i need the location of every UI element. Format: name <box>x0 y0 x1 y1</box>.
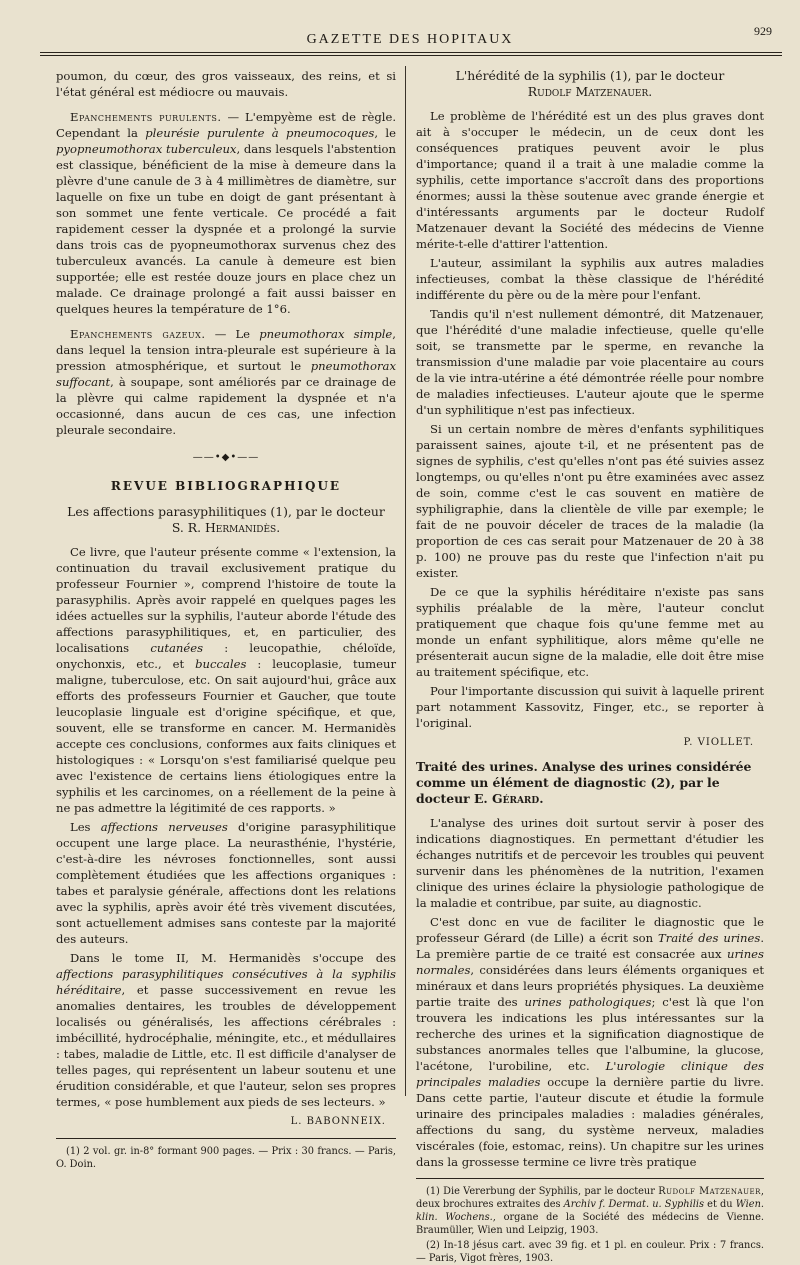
footnotes-left <box>56 1138 396 1171</box>
intro-paragraph: poumon, du cœur, des gros vaisseaux, des reins, et si l'état général est médiocre ou mauvais. <box>56 69 396 99</box>
left-column <box>56 68 397 1170</box>
gaseous-effusions-paragraph: Epanchements gazeux. — Le pneumothorax simple, dans lequel la tension intra-pleurale est supérieure à la pression atmosphérique, et surtout le pneumothorax suffocant, à soupape, sont améliorés par ce drainage de la plèvre qui calme rapidement la dyspnée et n'a occasionné, dans aucun de ces cas, une infection pleurale secondaire. <box>56 327 396 437</box>
section-title: REVUE BIBLIOGRAPHIQUE <box>110 479 342 493</box>
article-author: Rudolf Matzenauer. <box>527 84 653 99</box>
article-title-heredite: L'hérédité de la syphilis (1), par le docteur Rudolf Matzenauer. <box>455 68 725 99</box>
header-rule-top <box>40 52 782 53</box>
article-paragraph: Ce livre, que l'auteur présente comme « l'extension, la continuation du travail exclusivement pratique du professeur Fournier », comprend l'histoire de toute la parasyphilis. Après avoir rappelé en quelques pages les idées actuelles sur la syphilis, l'auteur aborde l'étude des affections parasyphilitiques, et, en particulier, des localisations cutanées : leucopathie, chéloïde, onychonxis, etc., et buccales : leucoplasie, tumeur maligne, tuberculose, etc. On sait aujourd'hui, grâce aux efforts des professeurs Fournier et Gaucher, que toute leucoplasie linguale est d'origine spécifique, et que, souvent, elle se transforme en cancer. M. Hermanidès accepte ces conclusions, conformes aux faits cliniques et histologiques : « Lorsqu'on s'est familiarisé quelque peu avec l'existence de certains liens étiologiques entre la syphilis et les carcinomes, on a réellement de la peine à ne pas admettre la légitimité de ces rapports. » <box>56 545 396 815</box>
article-title-parasyphilitiques: Les affections parasyphilitiques (1), par le docteur S. R. Hermanidès. <box>67 504 385 535</box>
footnote: (1) 2 vol. gr. in-8° formant 900 pages. — Prix : 30 francs. — Paris, O. Doin. <box>56 1146 396 1170</box>
article-paragraph: Tandis qu'il n'est nullement démontré, dit Matzenauer, que l'hérédité d'une maladie infectieuse, quelle qu'elle soit, se transmette par le sperme, en revanche la transmission d'une maladie par voie placentaire au cours de la vie intra-utérine a été démontrée réelle pour nombre de maladies infectieuses. L'auteur ajoute que le sperme d'un syphilitique n'est pas infectieux. <box>416 307 764 417</box>
article-signature: L. BABONNEIX. <box>290 1116 386 1127</box>
page-header <box>40 24 780 50</box>
article-author: E. Gérard. <box>473 791 544 806</box>
page-number: 929 <box>754 24 772 38</box>
article-paragraph: De ce que la syphilis héréditaire n'existe pas sans syphilis préalable de la mère, l'auteur conclut pratiquement que chaque fois qu'une femme met au monde un enfant syphilitique, alors même qu'elle ne présenterait aucun signe de la maladie, elle doit être mise au traitement spécifique, etc. <box>416 585 764 679</box>
article-author: S. R. Hermanidès. <box>171 520 281 535</box>
article-paragraph: L'analyse des urines doit surtout servir à poser des indications diagnostiques. En permettant d'étudier les échanges nutritifs et de percevoir les troubles qui peuvent survenir dans les phénomènes de la nutrition, l'examen clinique des urines éclaire la physiologie pathologique de la maladie et contribue, par suite, au diagnostic. <box>416 816 764 910</box>
article-signature: P. VIOLLET. <box>683 737 754 748</box>
footnote: (2) In-18 jésus cart. avec 39 fig. et 1 pl. en couleur. Prix : 7 francs. — Paris, Vigot frères, 1903. <box>416 1240 764 1264</box>
article-paragraph: Si un certain nombre de mères d'enfants syphilitiques paraissent saines, ajoute t-il, et ne présentent pas de signes de syphilis, c'est qu'elles n'ont pas été suivies assez longtemps, ou qu'elles n'ont pu être examinées avec assez de soin, comme c'est le cas souvent en matière de syphiligraphie, dans la clientèle de ville par exemple; le fait de ne pouvoir déceler de traces de la maladie (la proportion de ces cas serait pour Matzenauer de 20 à 38 p. 100) ne prouve pas du reste que l'infection n'ait pu exister. <box>416 422 764 580</box>
article-paragraph: Le problème de l'hérédité est un des plus graves dont ait à s'occuper le médecin, un de ceux dont les conséquences pratiques peuvent avoir le plus d'importance; quand il a trait à une maladie comme la syphilis, cette importance s'accroît dans des proportions énormes; aussi la thèse soutenue avec grande énergie et d'intéressants arguments par le docteur Rudolf Matzenauer devant la Société des médecins de Vienne mérite-t-elle d'attirer l'attention. <box>416 109 764 251</box>
purulent-effusions-paragraph: Epanchements purulents. — L'empyème est de règle. Cependant la pleurésie purulente à pneumocoques, le pyopneumothorax tuberculeux, dans lesquels l'abstention est classique, bénéficient de la mise à demeure dans la plèvre d'une canule de 3 à 4 millimètres de diamètre, sur laquelle on fixe un tube en doigt de gant présentant à son sommet une fente verticale. Ce procédé a fait rapidement cesser la dyspnée et a prolongé la survie dans trois cas de pyopneumothorax survenus chez des tuberculeux avancés. La canule à demeure est bien supportée; elle est restée douze jours en place chez un malade. Ce drainage prolongé a fait aussi baisser en quelques heures la température de 1°6. <box>56 110 397 316</box>
article-paragraph: C'est donc en vue de faciliter le diagnostic que le professeur Gérard (de Lille) a écrit son Traité des urines. La première partie de ce traité est consacrée aux urines normales, considérées dans leurs éléments organiques et minéraux et dans leurs propriétés physiques. La deuxième partie traite des urines pathologiques; c'est là que l'on trouvera les indications les plus intéressantes sur la recherche des urines et la signification diagnostique de substances anormales telles que l'albumine, la glucose, l'acétone, l'urobiline, etc. L'urologie clinique des principales maladies occupe la dernière partie du livre. Dans cette partie, l'auteur discute et étudie la formule urinaire des principales maladies : maladies générales, affections du sang, du système nerveux, maladies viscérales (foie, estomac, reins). Un chapitre sur les urines dans la grossesse termine ce livre très pratique <box>416 915 765 1169</box>
gaseous-effusions-lead: Epanchements gazeux. <box>70 327 206 341</box>
journal-title: GAZETTE DES HOPITAUX <box>306 32 514 47</box>
article-paragraph: L'auteur, assimilant la syphilis aux autres maladies infectieuses, combat la thèse classique de l'hérédité indifférente du père ou de la mère pour l'enfant. <box>416 256 764 302</box>
header-rule-bottom <box>40 55 782 56</box>
footnotes-right <box>416 1178 764 1265</box>
right-column <box>416 68 765 1264</box>
section-ornament: ——•◆•—— <box>192 452 260 463</box>
purulent-effusions-lead: Epanchements purulents. <box>70 110 222 124</box>
article-paragraph: Dans le tome II, M. Hermanidès s'occupe des affections parasyphilitiques consécutives à la syphilis héréditaire, et passe successivement en revue les anomalies dentaires, les troubles de développement localisés ou généralisés, les affections cérébrales : imbécillité, hydrocéphalie, méningite, etc., et médullaires : tabes, maladie de Little, etc. Il est difficile d'analyser de telles pages, qui représentent un labeur soutenu et une érudition considérable, et que l'auteur, selon ses propres termes, « pose humblement aux pieds de ses lecteurs. » <box>56 951 396 1109</box>
column-divider <box>405 66 406 1096</box>
article-paragraph: Pour l'importante discussion qui suivit à laquelle prirent part notamment Kassovitz, Finger, etc., se reporter à l'original. <box>416 684 764 730</box>
article-title-urines: Traité des urines. Analyse des urines considérée comme un élément de diagnostic (2), par le docteur E. Gérard. <box>416 759 752 806</box>
article-paragraph: Les affections nerveuses d'origine parasyphilitique occupent une large place. La neurasthénie, l'hystérie, c'est-à-dire les névroses fonctionnelles, sont aussi complètement étudiées que les affections organiques : tabes et paralysie générale, affections dont les relations avec la syphilis, après avoir été très vivement discutées, sont actuellement admises sans conteste par la majorité des auteurs. <box>56 820 396 946</box>
footnote: (1) Die Vererbung der Syphilis, par le docteur Rudolf Matzenauer, deux brochures extraites des Archiv f. Dermat. u. Syphilis et du Wien. klin. Wochens., organe de la Société des médecins de Vienne. Braumüller, Wien und Leipzig, 1903. <box>416 1186 764 1236</box>
